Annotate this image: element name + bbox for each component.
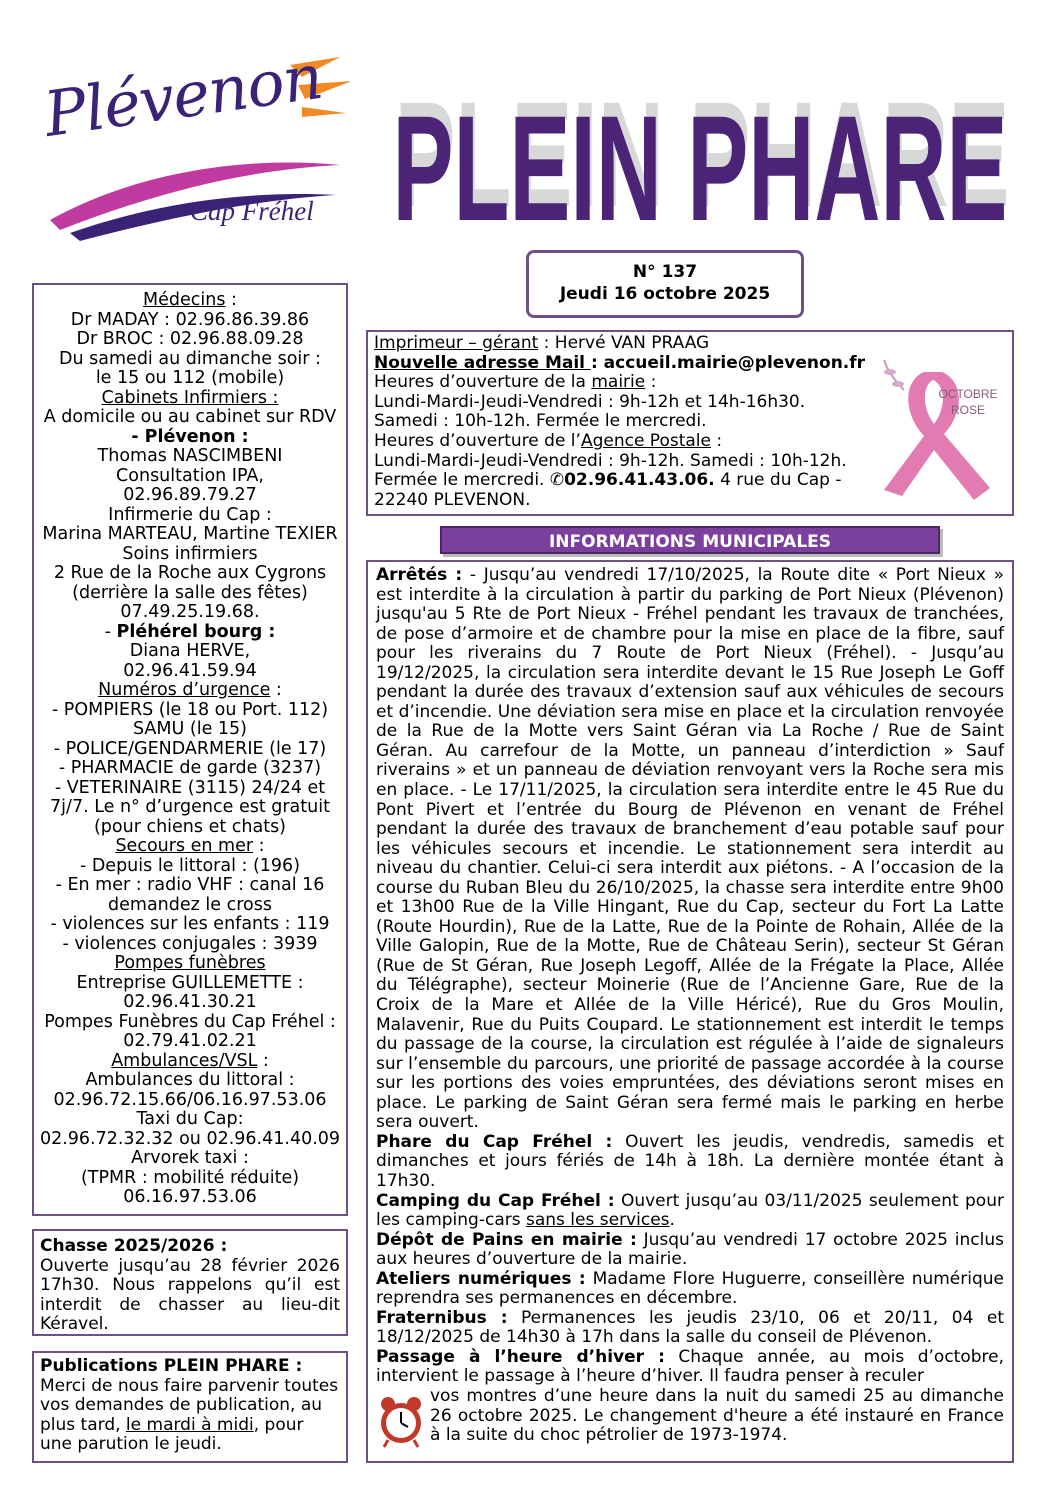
urgence-line: - PHARMACIE de garde (3237) [58, 758, 322, 778]
secours-line: - violences conjugales : 3939 [62, 933, 318, 954]
plevenon-line: 07.49.25.19.68. [120, 602, 260, 622]
chasse-box [32, 1229, 348, 1336]
arretes-paragraph: Arrêtés : - Jusqu’au vendredi 17/10/2025, la Route dite « Port Nieux » est interdite à la circulation à partir du parking de Port Nieux (Plévenon) jusqu'au 5 Rte de Port Nieux - Fréhel pendant les travaux de tranchées, de pose d’armoire et de chambre pour la mise en place de la fibre, sauf pour les riverains du 7 Route de Port Nieux (Fréhel). - Jusqu’au 19/12/2025, la circulation sera interdite devant le 15 Rue Joseph Le Goff pendant la durée des travaux d’extension sauf aux véhicules de secours et d’incendie. Une déviation sera mise en place et la circulation renvoyée de la Rue de la Motte vers Saint Géran via La Roche / Rue de Saint Géran. Au carrefour de la Motte, un panneau d’interdiction » Sauf riverains » et un panneau de déviation renvoyant vers la Roche sera mis en place. - Le 17/11/2025, la circulation sera interdite entre le 45 Rue du Pont Pivert et l’entrée du Bourg de Plévenon en venant de Fréhel pendant la durée des travaux de branchement d’eau potable sauf pour les véhicules secours et incendie. Le stationnement sera interdit au niveau du chantier. Celui-ci sera interdit aux piétons. - A l’occasion de la course du Ruban Bleu du 26/10/2025, la chasse sera interdite entre 9h00 et 13h00 Rue de la Ville Hingant, Rue du Cap, secteur du Fort La Latte (Route Hourdin), Rue de la Latte, Rue de la Pointe de Rohain, Allée de la Ville Galopin, Rue de la Motte, Rue de Château Serin), secteur St Géran (Rue de St Géran, Rue Joseph Legoff, Allée de la Frégate la Place, Allée du Télégraphe), secteur Moinerie (Rue de l’Ancienne Gare, Rue de la Croix de la Mare et Allée de la Ville Héricé), Rue du Gros Moulin, Malavenir, Rue du Puits Coupard. Le stationnement est interdit le temps du passage de la course, la circulation est régulée à l’aide de signaleurs sur l’ensemble du parcours, une priorité de passage accordée à la course sur les portions des voies empruntées, des déviations seront mises en place. Le parking de Saint Géran sera fermé mais le parking en herbe sera ouvert. [376, 565, 1004, 1133]
ambulances-line: 02.96.72.32.32 ou 02.96.41.40.09 [39, 1128, 341, 1149]
urgence-line: SAMU (le 15) [133, 719, 247, 739]
issue-number: N° 137 [632, 262, 698, 282]
phare-paragraph: Phare du Cap Fréhel : Ouvert les jeudis, vendredis, samedis et dimanches et jours fériés de 14h à 18h. La dernière montée étant à 17h30. [376, 1131, 1004, 1191]
publications-text: Merci de nous faire parvenir toutes vos demandes de publication, au plus tard, le mardi à midi, pour une parution le jeudi. [40, 1375, 339, 1454]
plevenon-line: Thomas NASCIMBENI [97, 446, 283, 466]
pink-ribbon-icon [864, 350, 1002, 500]
ambulances-line: Taxi du Cap: [136, 1109, 244, 1129]
pleherel-line: 02.96.41.59.94 [123, 660, 257, 681]
publications-title: Publications PLEIN PHARE : [40, 1356, 303, 1376]
ambulances-line: Ambulances du littoral : [85, 1070, 295, 1090]
secours-line: demandez le cross [108, 894, 272, 915]
hiver-paragraph-cont: vos montres d’une heure dans la nuit du samedi 25 au dimanche 26 octobre 2025. Le changement d'heure a été instauré en France à la suite du choc pétrolier de 1973-1974. [430, 1385, 1004, 1446]
chasse-text: Ouverte jusqu’au 28 février 2026 17h30. Nous rappelons qu’il est interdit de chasser au lieu-dit Kéravel. [40, 1255, 340, 1334]
left-info-box: Médecins : Dr MADAY : 02.96.86.39.86 Dr BROC : 02.96.88.09.28 Du samedi au dimanche soir : le 15 ou 112 (mobile) Cabinets Infirmiers : A domicile ou au cabinet sur RDV - Plévenon : Thomas NASCIMBENI Consultation IPA, 02.96.89.79.27 Infirmerie du Cap : Marina MARTEAU, Martine TEXIER Soins infirmiers 2 Rue de la Roche aux Cygrons (derrière la salle des fêtes) 07.49.25.19.68. - Pléhérel bourg : Diana HERVE, 02.96.41.59.94 Numéros d’urgence : - POMPIERS (le 18 ou Port. 112) SAMU (le 15) - POLICE/GENDARMERIE (le 17) - PHARMACIE de garde (3237) - VETERINAIRE (3115) 24/24 et 7j/7. Le n° d’urgence est gratuit (pour chiens et chats) Secours en mer : - Depuis le littoral : (196) - En mer : radio VHF : canal 16 demandez le cross - violences sur les enfants : 119 - violences conjugales : 3939 Pompes funèbres Entreprise GUILLEMETTE : 02.96.41.30.21 Pompes Funèbres du Cap Fréhel : 02.79.41.02.21 Ambulances/VSL : Ambulances du littoral : 02.96.72.15.66/06.16.97.53.06 Taxi du Cap: 02.96.72.32.32 ou 02.96.41.40.09 Arvorek taxi : (TPMR : mobilité réduite) 06.16.97.53.06 [32, 283, 348, 1216]
phone-number: ✆02.96.41.43.06. [549, 470, 715, 491]
ambulances-line: 02.96.72.15.66/06.16.97.53.06 [53, 1089, 327, 1110]
pleherel-heading: Pléhérel bourg : [116, 621, 276, 642]
mairie-hours: Lundi-Mardi-Jeudi-Vendredi : 9h-12h et 14h-16h30. [374, 391, 806, 412]
pompes-line: Pompes Funèbres du Cap Fréhel : [44, 1011, 336, 1032]
issue-date: Jeudi 16 octobre 2025 [559, 284, 771, 304]
issue-box [526, 250, 804, 318]
hiver-paragraph: Passage à l’heure d’hiver : Chaque année, au mois d’octobre, intervient le passage à l’heure d’hiver. Il faudra penser à reculer [376, 1346, 1005, 1387]
plevenon-line: Marina MARTEAU, Martine TEXIER [42, 524, 338, 544]
masthead [380, 40, 1020, 250]
infirmiers-line: A domicile ou au cabinet sur RDV [43, 407, 337, 427]
medecins-line: le 15 ou 112 (mobile) [95, 368, 285, 388]
ateliers-paragraph: Ateliers numériques : Madame Flore Huguerre, conseillère numérique reprendra ses permanences en décembre. [376, 1268, 1005, 1309]
plevenon-heading: - Plévenon : [131, 426, 249, 447]
main-info-box [366, 560, 1014, 1463]
urgence-line: (pour chiens et chats) [93, 816, 287, 837]
ambulances-line: (TPMR : mobilité réduite) [80, 1167, 300, 1188]
plevenon-line: Consultation IPA, [116, 465, 264, 486]
urgence-line: 7j/7. Le n° d’urgence est gratuit [50, 797, 330, 817]
masthead-title: PLEIN PHARE [392, 84, 1008, 250]
medecins-line: Dr BROC : 02.96.88.09.28 [76, 329, 304, 349]
ribbon-text: OCTOBRE [938, 387, 998, 401]
ambulances-line: Arvorek taxi : [131, 1148, 249, 1168]
secours-line: - En mer : radio VHF : canal 16 [55, 875, 325, 895]
agence-hours: Lundi-Mardi-Jeudi-Vendredi : 9h-12h. Samedi : 10h-12h. [374, 450, 847, 471]
mail-address[interactable]: : accueil.mairie@plevenon.fr [590, 352, 866, 373]
pompes-line: 02.79.41.02.21 [123, 1031, 257, 1051]
medecins-heading: Médecins [143, 290, 226, 310]
secours-line: - Depuis le littoral : (196) [79, 855, 301, 876]
pleherel-line: Diana HERVE, [129, 641, 251, 661]
contact-box: Imprimeur – gérant : Hervé VAN PRAAG Nouvelle adresse Mail : accueil.mairie@plevenon.fr Heures d’ouverture de la mairie : Lundi-Mardi-Jeudi-Vendredi : 9h-12h et 14h-16h30. Samedi : 10h-12h. Fermée le mercredi. Heures d’ouverture de l’Agence Postale : Lundi-Mardi-Jeudi-Vendredi : 9h-12h. Samedi : 10h-12h. Fermée le mercredi. ✆02.96.41.43.06. 4 rue du Cap - 22240 PLEVENON. OCTOBRE ROSE [366, 330, 1014, 516]
logo-sub: Cap Fréhel [190, 196, 314, 226]
plevenon-line: (derrière la salle des fêtes) [72, 582, 308, 603]
pompes-line: Entreprise GUILLEMETTE : [76, 972, 304, 993]
urgence-line: - POMPIERS (le 18 ou Port. 112) [51, 699, 329, 720]
camping-paragraph: Camping du Cap Fréhel : Ouvert jusqu’au 03/11/2025 seulement pour les camping-cars sans les services. [376, 1190, 1004, 1231]
infirmiers-heading: Cabinets Infirmiers : [101, 387, 279, 408]
urgence-heading: Numéros d’urgence [98, 680, 271, 700]
publications-box [32, 1351, 348, 1463]
agence-address: 22240 PLEVENON. [374, 489, 531, 510]
mairie-hours: Samedi : 10h-12h. Fermée le mercredi. [374, 411, 707, 432]
urgence-line: - POLICE/GENDARMERIE (le 17) [53, 738, 327, 759]
secours-line: - violences sur les enfants : 119 [50, 914, 330, 934]
pompes-line: 02.96.41.30.21 [123, 992, 257, 1012]
chasse-title: Chasse 2025/2026 : [40, 1236, 228, 1256]
plevenon-line: 02.96.89.79.27 [123, 485, 257, 505]
ambulances-heading: Ambulances/VSL [111, 1050, 258, 1071]
plevenon-line: Soins infirmiers [122, 543, 258, 564]
plevenon-line: 2 Rue de la Roche aux Cygrons [53, 563, 327, 583]
section-banner: INFORMATIONS MUNICIPALES [440, 526, 940, 554]
imprimeur-label: Imprimeur – gérant [374, 333, 539, 353]
medecins-line: Du samedi au dimanche soir : [59, 348, 321, 369]
logo-name: Plévenon [39, 39, 327, 151]
medecins-line: Dr MADAY : 02.96.86.39.86 [70, 309, 310, 330]
ribbon-text: ROSE [950, 403, 986, 417]
pains-paragraph: Dépôt de Pains en mairie : Jusqu’au vendredi 17 octobre 2025 inclus aux heures d’ouverture de la mairie. [376, 1229, 1004, 1270]
alarm-clock-icon [376, 1394, 426, 1448]
svg-text:PLEIN PHARE: PLEIN PHARE [394, 70, 1010, 238]
plevenon-line: Infirmerie du Cap : [108, 504, 272, 525]
fraternibus-paragraph: Fraternibus : Permanences les jeudis 23/10, 06 et 20/11, 04 et 18/12/2025 de 14h30 à 17h dans la salle du conseil de Plévenon. [376, 1307, 1004, 1348]
pompes-heading: Pompes funèbres [114, 953, 266, 973]
mail-label: Nouvelle adresse Mail [374, 352, 591, 373]
ambulances-line: 06.16.97.53.06 [123, 1187, 257, 1207]
urgence-line: - VETERINAIRE (3115) 24/24 et [54, 777, 326, 798]
secours-heading: Secours en mer [115, 836, 254, 856]
